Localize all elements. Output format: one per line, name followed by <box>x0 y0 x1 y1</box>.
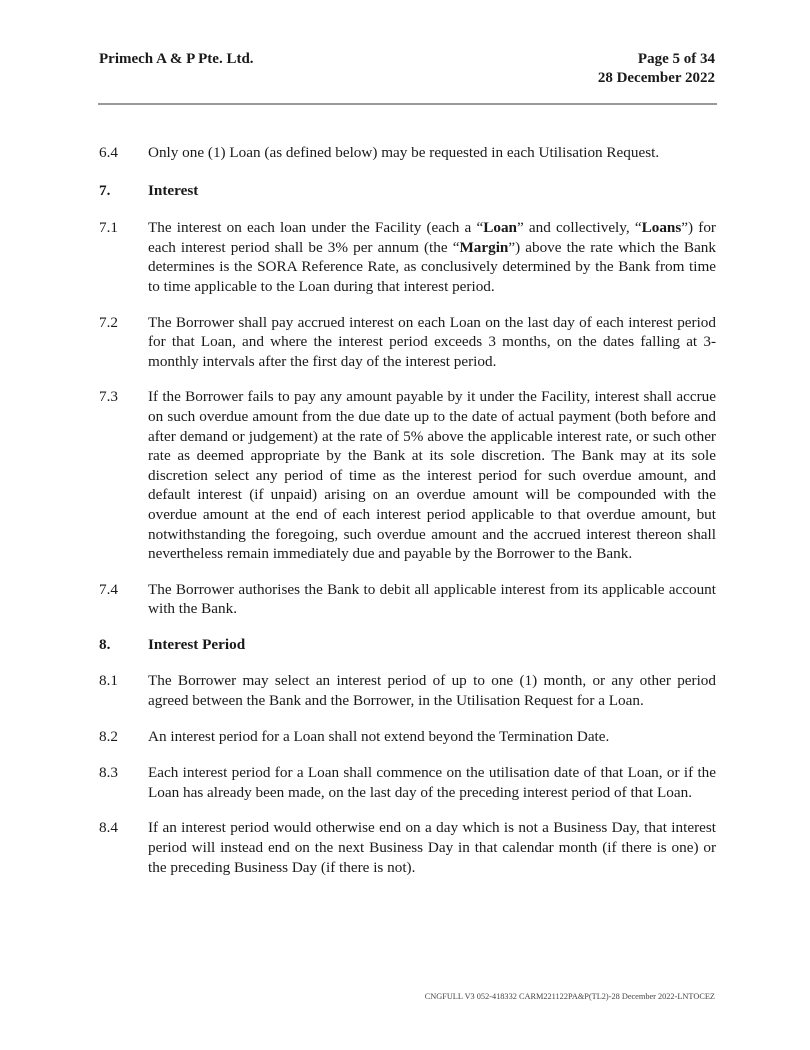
header-company-name: Primech A & P Pte. Ltd. <box>99 51 254 67</box>
clause-number: 8.4 <box>99 819 118 837</box>
clause-text: If the Borrower fails to pay any amount payable by it under the Facility, interest shall accrue on such overdue amount from the due date up to the date of actual payment (both before and after demand or judgement) at the rate of 5% above the applicable interest rate, or such other rate as deemed appropriate by the Bank at its sole discretion. The Bank may at its sole discretion select any period of time as the interest period for such overdue amount, and default interest (if unpaid) arising on an overdue amount will be compounded with the overdue amount at the end of each interest period applicable to that overdue amount, but notwithstanding the foregoing, such overdue amount and the accrued interest thereon shall nevertheless remain immediately due and payable by the Borrower to the Bank. <box>148 388 716 563</box>
clause-number: 6.4 <box>99 144 118 161</box>
defined-term-loans: Loans <box>641 219 682 237</box>
footer-reference: CNGFULL V3 052-418332 CARM221122PA&P(TL2)-28 December 2022-LNTOCEZ <box>424 992 715 1001</box>
section-heading-interest <box>99 181 716 201</box>
page-number: Page 5 of 34 <box>637 51 715 67</box>
clause-text: The Borrower shall pay accrued interest on each Loan on the last day of each interest period for that Loan, and where the interest period exceeds 3 months, on the dates falling at 3-monthly intervals after the first day of the interest period. <box>148 313 716 370</box>
text-run: ”) above the rate which the Bank determines is the SORA Reference Rate, as conclusively determined by the Bank from time to time applicable to the Loan during that interest period. <box>148 238 716 295</box>
clause-text: Each interest period for a Loan shall commence on the utilisation date of that Loan, or if the Loan has already been made, on the last day of the preceding interest period of that Loan. <box>148 764 716 801</box>
header-divider <box>98 103 717 105</box>
clause-number: 7.3 <box>99 388 118 406</box>
clause-8-2 <box>99 727 716 747</box>
clause-8-3 <box>99 763 716 802</box>
clause-8-4 <box>99 818 716 877</box>
clause-number: 8.1 <box>99 672 118 690</box>
clause-number: 7.2 <box>99 313 118 331</box>
clause-number: 7.1 <box>99 219 118 237</box>
clause-text: The Borrower authorises the Bank to debit all applicable interest from its applicable account with the Bank. <box>148 580 716 618</box>
section-number: 7. <box>99 181 111 199</box>
clause-7-4 <box>99 580 716 619</box>
clause-text: An interest period for a Loan shall not extend beyond the Termination Date. <box>148 727 610 745</box>
section-number: 8. <box>99 635 111 653</box>
document-body <box>99 143 716 894</box>
clause-8-1 <box>99 671 716 710</box>
clause-text: Only one (1) Loan (as defined below) may be requested in each Utilisation Request. <box>148 144 660 161</box>
clause-7-1 <box>99 218 716 296</box>
clause-text: If an interest period would otherwise end on a day which is not a Business Day, that interest period will instead end on the next Business Day in that calendar month (if there is one) or the preceding Business Day (if there is not). <box>148 819 716 876</box>
header-page-info <box>598 50 715 88</box>
clause-text: The Borrower may select an interest period of up to one (1) month, or any other period agreed between the Bank and the Borrower, in the Utilisation Request for a Loan. <box>148 672 716 710</box>
text-run: ”) for each interest period shall be 3% per annum (the “ <box>148 219 716 256</box>
text-run: The interest on each loan under the Facility (each a “ <box>148 219 484 237</box>
clause-7-3 <box>99 387 716 563</box>
clause-number: 8.3 <box>99 764 118 782</box>
clause-text <box>148 218 716 296</box>
section-title: Interest Period <box>148 635 246 653</box>
clause-number: 7.4 <box>99 580 118 598</box>
clause-7-2 <box>99 313 716 372</box>
clause-6-4 <box>99 143 716 163</box>
clause-number: 8.2 <box>99 727 118 745</box>
document-date: 28 December 2022 <box>597 70 715 86</box>
section-heading-interest-period <box>99 635 716 655</box>
defined-term-loan: Loan <box>483 219 517 237</box>
section-title: Interest <box>148 181 199 199</box>
defined-term-margin: Margin <box>459 238 509 256</box>
text-run: ” and collectively, “ <box>516 219 642 237</box>
